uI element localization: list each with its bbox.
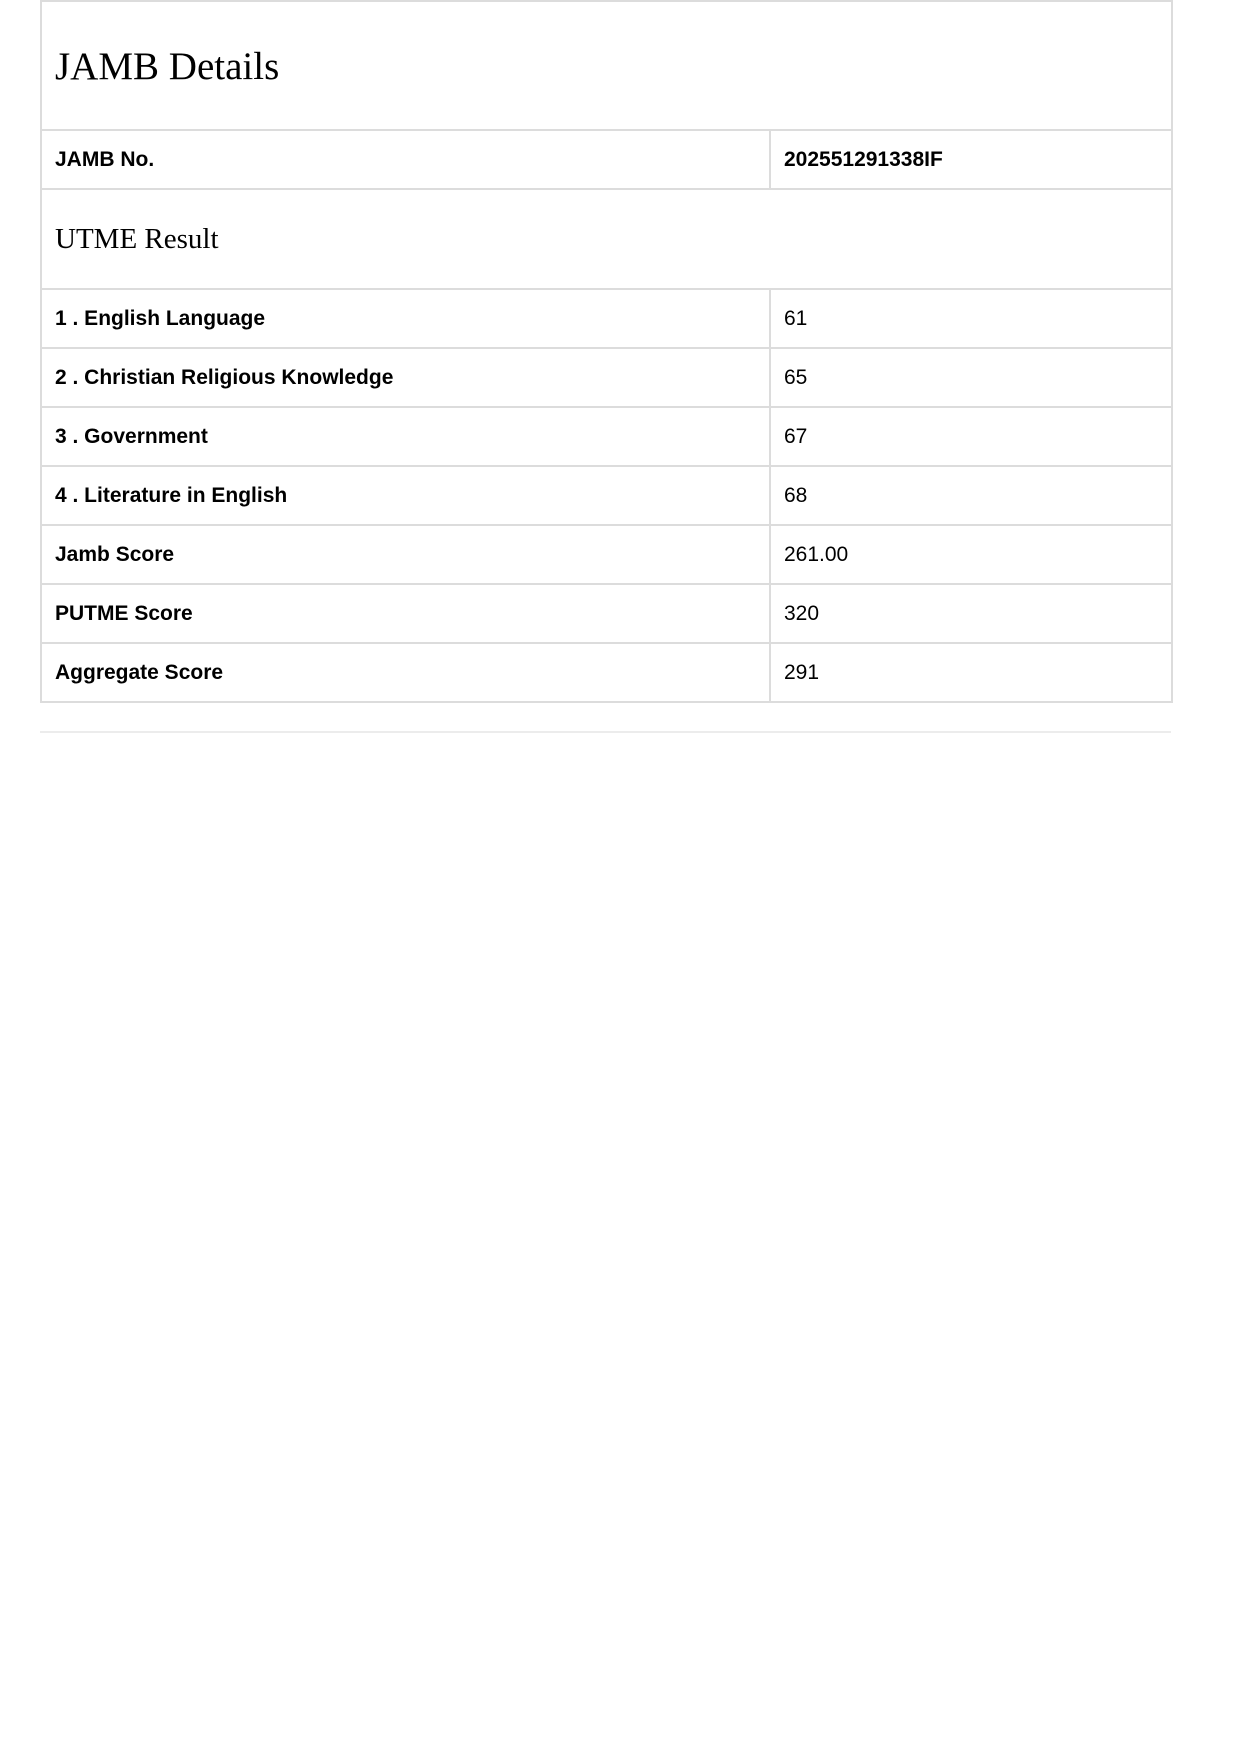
jamb-heading-row (41, 1, 1172, 130)
aggregate-score-label: Aggregate Score (41, 643, 770, 702)
section-divider (40, 731, 1171, 733)
jamb-number-value: 202551291338IF (770, 130, 1172, 189)
putme-score-value: 320 (770, 584, 1172, 643)
jamb-details-table (40, 0, 1173, 703)
subject-row (41, 289, 1172, 348)
utme-result-heading: UTME Result (41, 189, 1172, 289)
jamb-number-row (41, 130, 1172, 189)
subject-label: 2 . Christian Religious Knowledge (41, 348, 770, 407)
jamb-details-sheet (40, 0, 1171, 703)
subject-score: 68 (770, 466, 1172, 525)
jamb-details-heading: JAMB Details (41, 1, 1172, 130)
jamb-score-row (41, 525, 1172, 584)
jamb-number-label: JAMB No. (41, 130, 770, 189)
subject-score: 65 (770, 348, 1172, 407)
subject-row (41, 466, 1172, 525)
jamb-score-value: 261.00 (770, 525, 1172, 584)
putme-score-label: PUTME Score (41, 584, 770, 643)
jamb-score-label: Jamb Score (41, 525, 770, 584)
subject-score: 67 (770, 407, 1172, 466)
subject-label: 1 . English Language (41, 289, 770, 348)
subject-row (41, 348, 1172, 407)
aggregate-score-row (41, 643, 1172, 702)
subject-label: 4 . Literature in English (41, 466, 770, 525)
subject-row (41, 407, 1172, 466)
subject-score: 61 (770, 289, 1172, 348)
subject-label: 3 . Government (41, 407, 770, 466)
utme-heading-row (41, 189, 1172, 289)
putme-score-row (41, 584, 1172, 643)
aggregate-score-value: 291 (770, 643, 1172, 702)
